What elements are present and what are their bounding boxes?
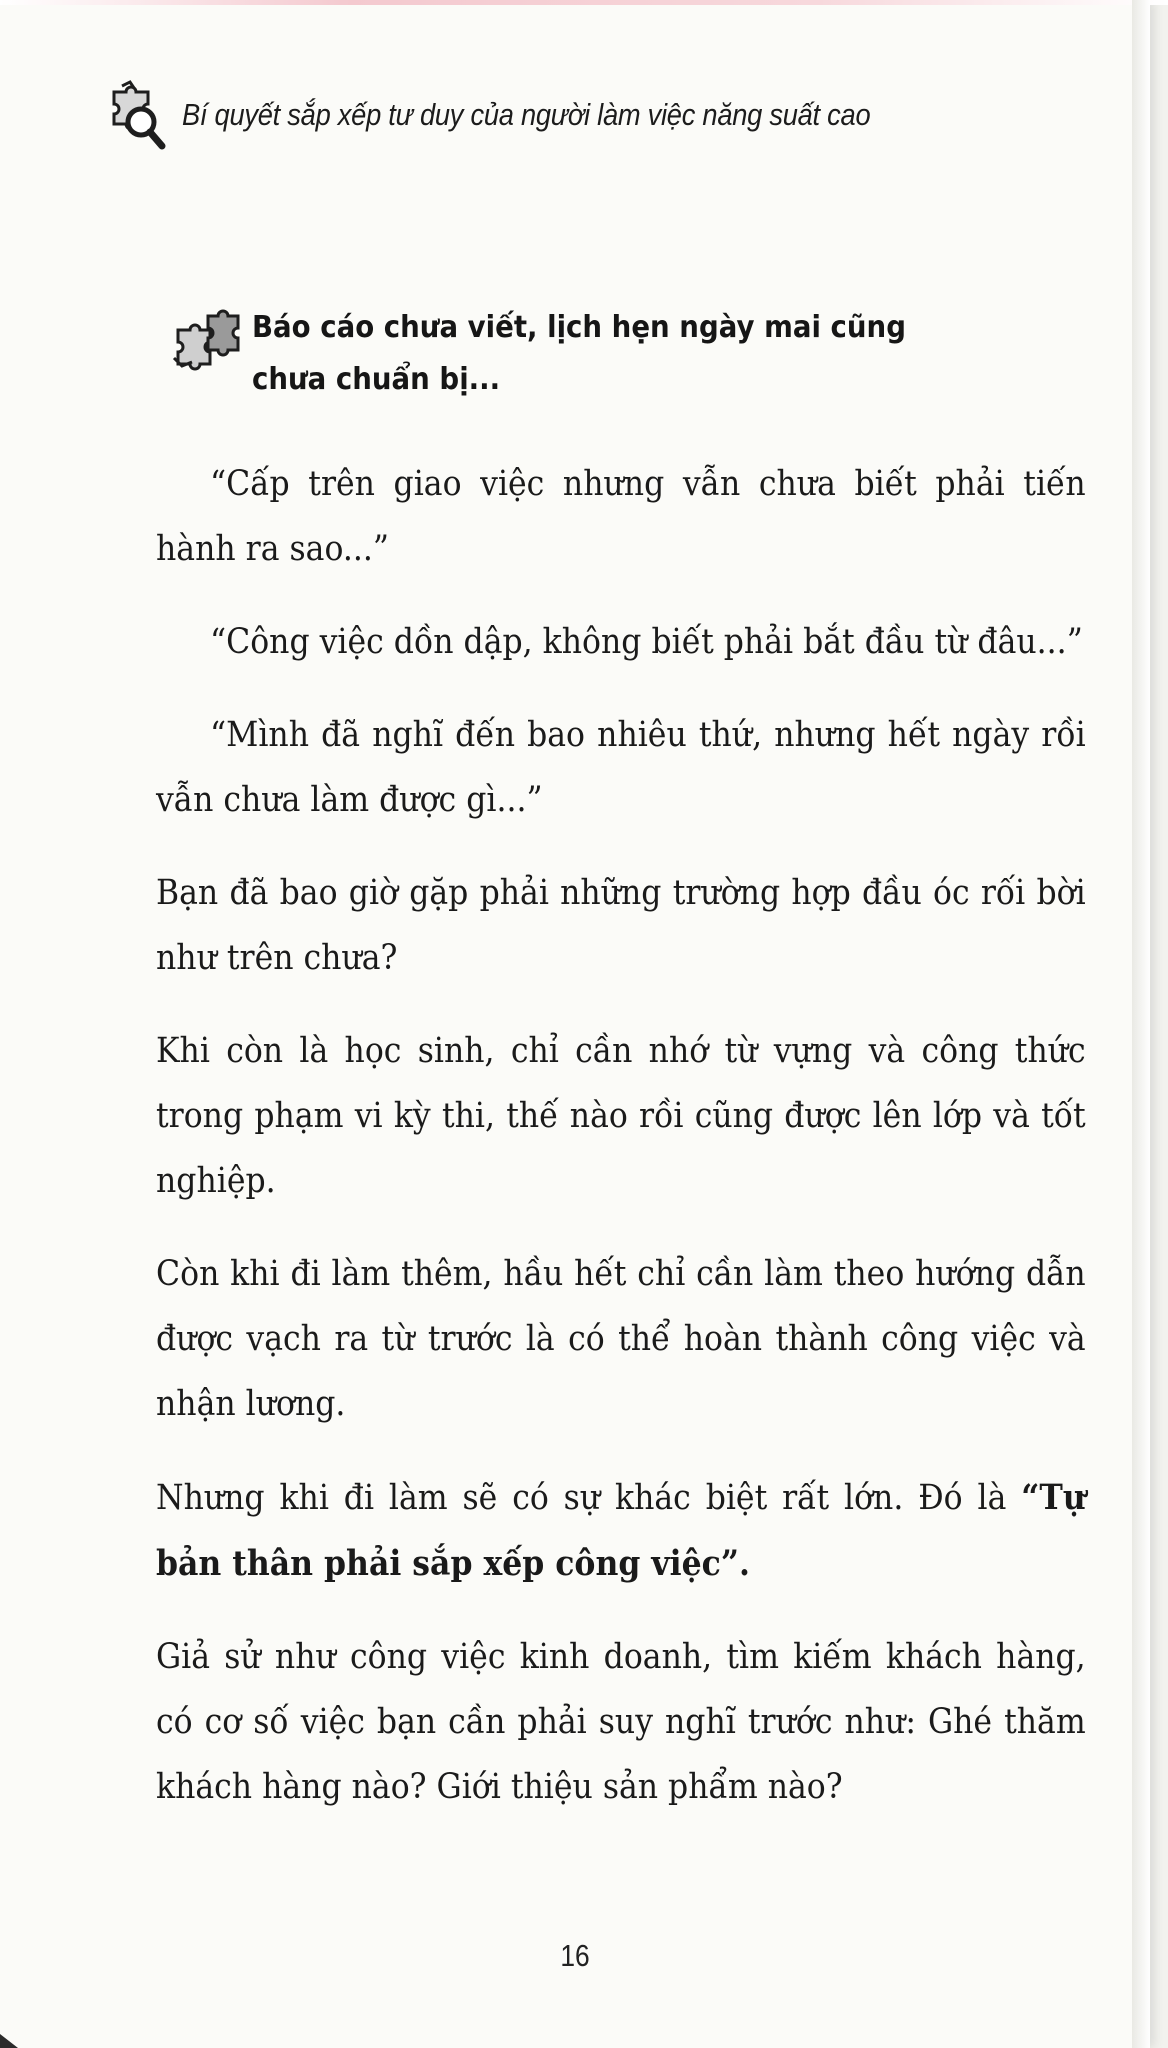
puzzle-pieces-icon xyxy=(172,306,244,376)
paragraph: “Cấp trên giao việc nhưng vẫn chưa biết phải tiến hành ra sao...” xyxy=(156,464,1086,569)
paragraph: “Mình đã nghĩ đến bao nhiêu thứ, nhưng hết ngày rồi vẫn chưa làm được gì...” xyxy=(156,715,1086,820)
corner-mark xyxy=(0,2034,18,2048)
page-top-edge xyxy=(0,0,1168,5)
body-text xyxy=(156,452,1086,1848)
section-heading xyxy=(172,302,1032,406)
running-title: Bí quyết sắp xếp tư duy của người làm việc năng suất cao xyxy=(182,97,871,132)
page-number: 16 xyxy=(560,1938,590,1973)
emphasis-bold-text: “Tự bản thân phải sắp xếp công việc”. xyxy=(156,1477,1086,1584)
page-edge-shadow xyxy=(1132,0,1150,2048)
paragraph: Khi còn là học sinh, chỉ cần nhớ từ vựng và công thức trong phạm vi kỳ thi, thế nào rồi cũng được lên lớp và tốt nghiệp. xyxy=(156,1031,1086,1201)
running-header xyxy=(108,78,964,152)
emphasis-paragraph xyxy=(156,1465,1086,1597)
paragraph: “Công việc dồn dập, không biết phải bắt đầu từ đâu...” xyxy=(210,622,1083,662)
paragraph: Giả sử như công việc kinh doanh, tìm kiếm khách hàng, có cơ số việc bạn cần phải suy nghĩ trước như: Ghé thăm khách hàng nào? Giới thiệu sản phẩm nào? xyxy=(156,1637,1086,1807)
section-heading-text: Báo cáo chưa viết, lịch hẹn ngày mai cũng chưa chuẩn bị... xyxy=(252,310,906,397)
puzzle-magnifier-icon xyxy=(108,78,172,152)
paragraph: Còn khi đi làm thêm, hầu hết chỉ cần làm theo hướng dẫn được vạch ra từ trước là có thể hoàn thành công việc và nhận lương. xyxy=(156,1254,1086,1424)
emphasis-paragraph-lead: Nhưng khi đi làm sẽ có sự khác biệt rất lớn. Đó là xyxy=(156,1478,1022,1518)
paragraph: Bạn đã bao giờ gặp phải những trường hợp đầu óc rối bời như trên chưa? xyxy=(156,873,1086,978)
